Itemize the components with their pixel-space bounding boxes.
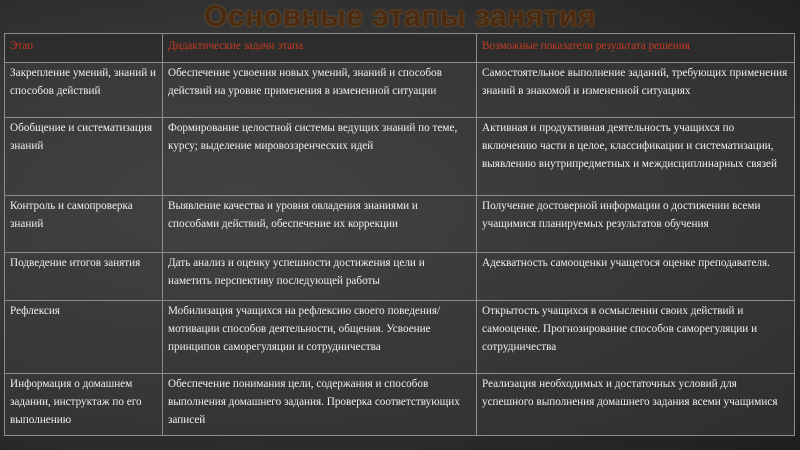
tasks-cell: Мобилизация учащихся на рефлексию своего поведения/ мотивации способов деятельности, общения. Усвоение принципов саморегуляции и сотрудничества xyxy=(163,301,477,374)
table-row xyxy=(5,374,795,436)
lesson-stages-table xyxy=(4,33,795,436)
table-header-row xyxy=(5,34,795,63)
stage-cell: Обобщение и систематизация знаний xyxy=(5,118,163,196)
stage-cell: Подведение итогов занятия xyxy=(5,253,163,301)
indicators-cell: Адекватность самооценки учащегося оценке преподавателя. xyxy=(477,253,795,301)
stage-cell: Рефлексия xyxy=(5,301,163,374)
tasks-cell: Обеспечение усвоения новых умений, знаний и способов действий на уровне применения в измененной ситуации xyxy=(163,63,477,118)
indicators-cell: Открытость учащихся в осмыслении своих действий и самооценке. Прогнозирование способов саморегуляции и сотрудничества xyxy=(477,301,795,374)
table-row xyxy=(5,196,795,253)
table-row xyxy=(5,301,795,374)
tasks-cell: Формирование целостной системы ведущих знаний по теме, курсу; выделение мировоззренческих идей xyxy=(163,118,477,196)
stage-cell: Контроль и самопроверка знаний xyxy=(5,196,163,253)
header-stage: Этап xyxy=(5,34,163,63)
indicators-cell: Реализация необходимых и достаточных условий для успешного выполнения домашнего задания всеми учащимися xyxy=(477,374,795,436)
indicators-cell: Самостоятельное выполнение заданий, требующих применения знаний в знакомой и измененной ситуациях xyxy=(477,63,795,118)
header-result-indicators: Возможные показатели результата решения xyxy=(477,34,795,63)
table-row xyxy=(5,63,795,118)
tasks-cell: Дать анализ и оценку успешности достижения цели и наметить перспективу последующей работы xyxy=(163,253,477,301)
header-didactic-tasks: Дидактические задачи этапа xyxy=(163,34,477,63)
tasks-cell: Выявление качества и уровня овладения знаниями и способами действий, обеспечение их коррекции xyxy=(163,196,477,253)
stage-cell: Закрепление умений, знаний и способов действий xyxy=(5,63,163,118)
table-row xyxy=(5,253,795,301)
table-row xyxy=(5,118,795,196)
indicators-cell: Получение достоверной информации о достижении всеми учащимися планируемых результатов обучения xyxy=(477,196,795,253)
tasks-cell: Обеспечение понимания цели, содержания и способов выполнения домашнего задания. Проверка соответствующих записей xyxy=(163,374,477,436)
stage-cell: Информация о домашнем задании, инструктаж по его выполнению xyxy=(5,374,163,436)
slide-title: Основные этапы занятия xyxy=(204,0,596,33)
indicators-cell: Активная и продуктивная деятельность учащихся по включению части в целое, классификации и систематизации, выявлению внутрипредметных и междисциплинарных связей xyxy=(477,118,795,196)
